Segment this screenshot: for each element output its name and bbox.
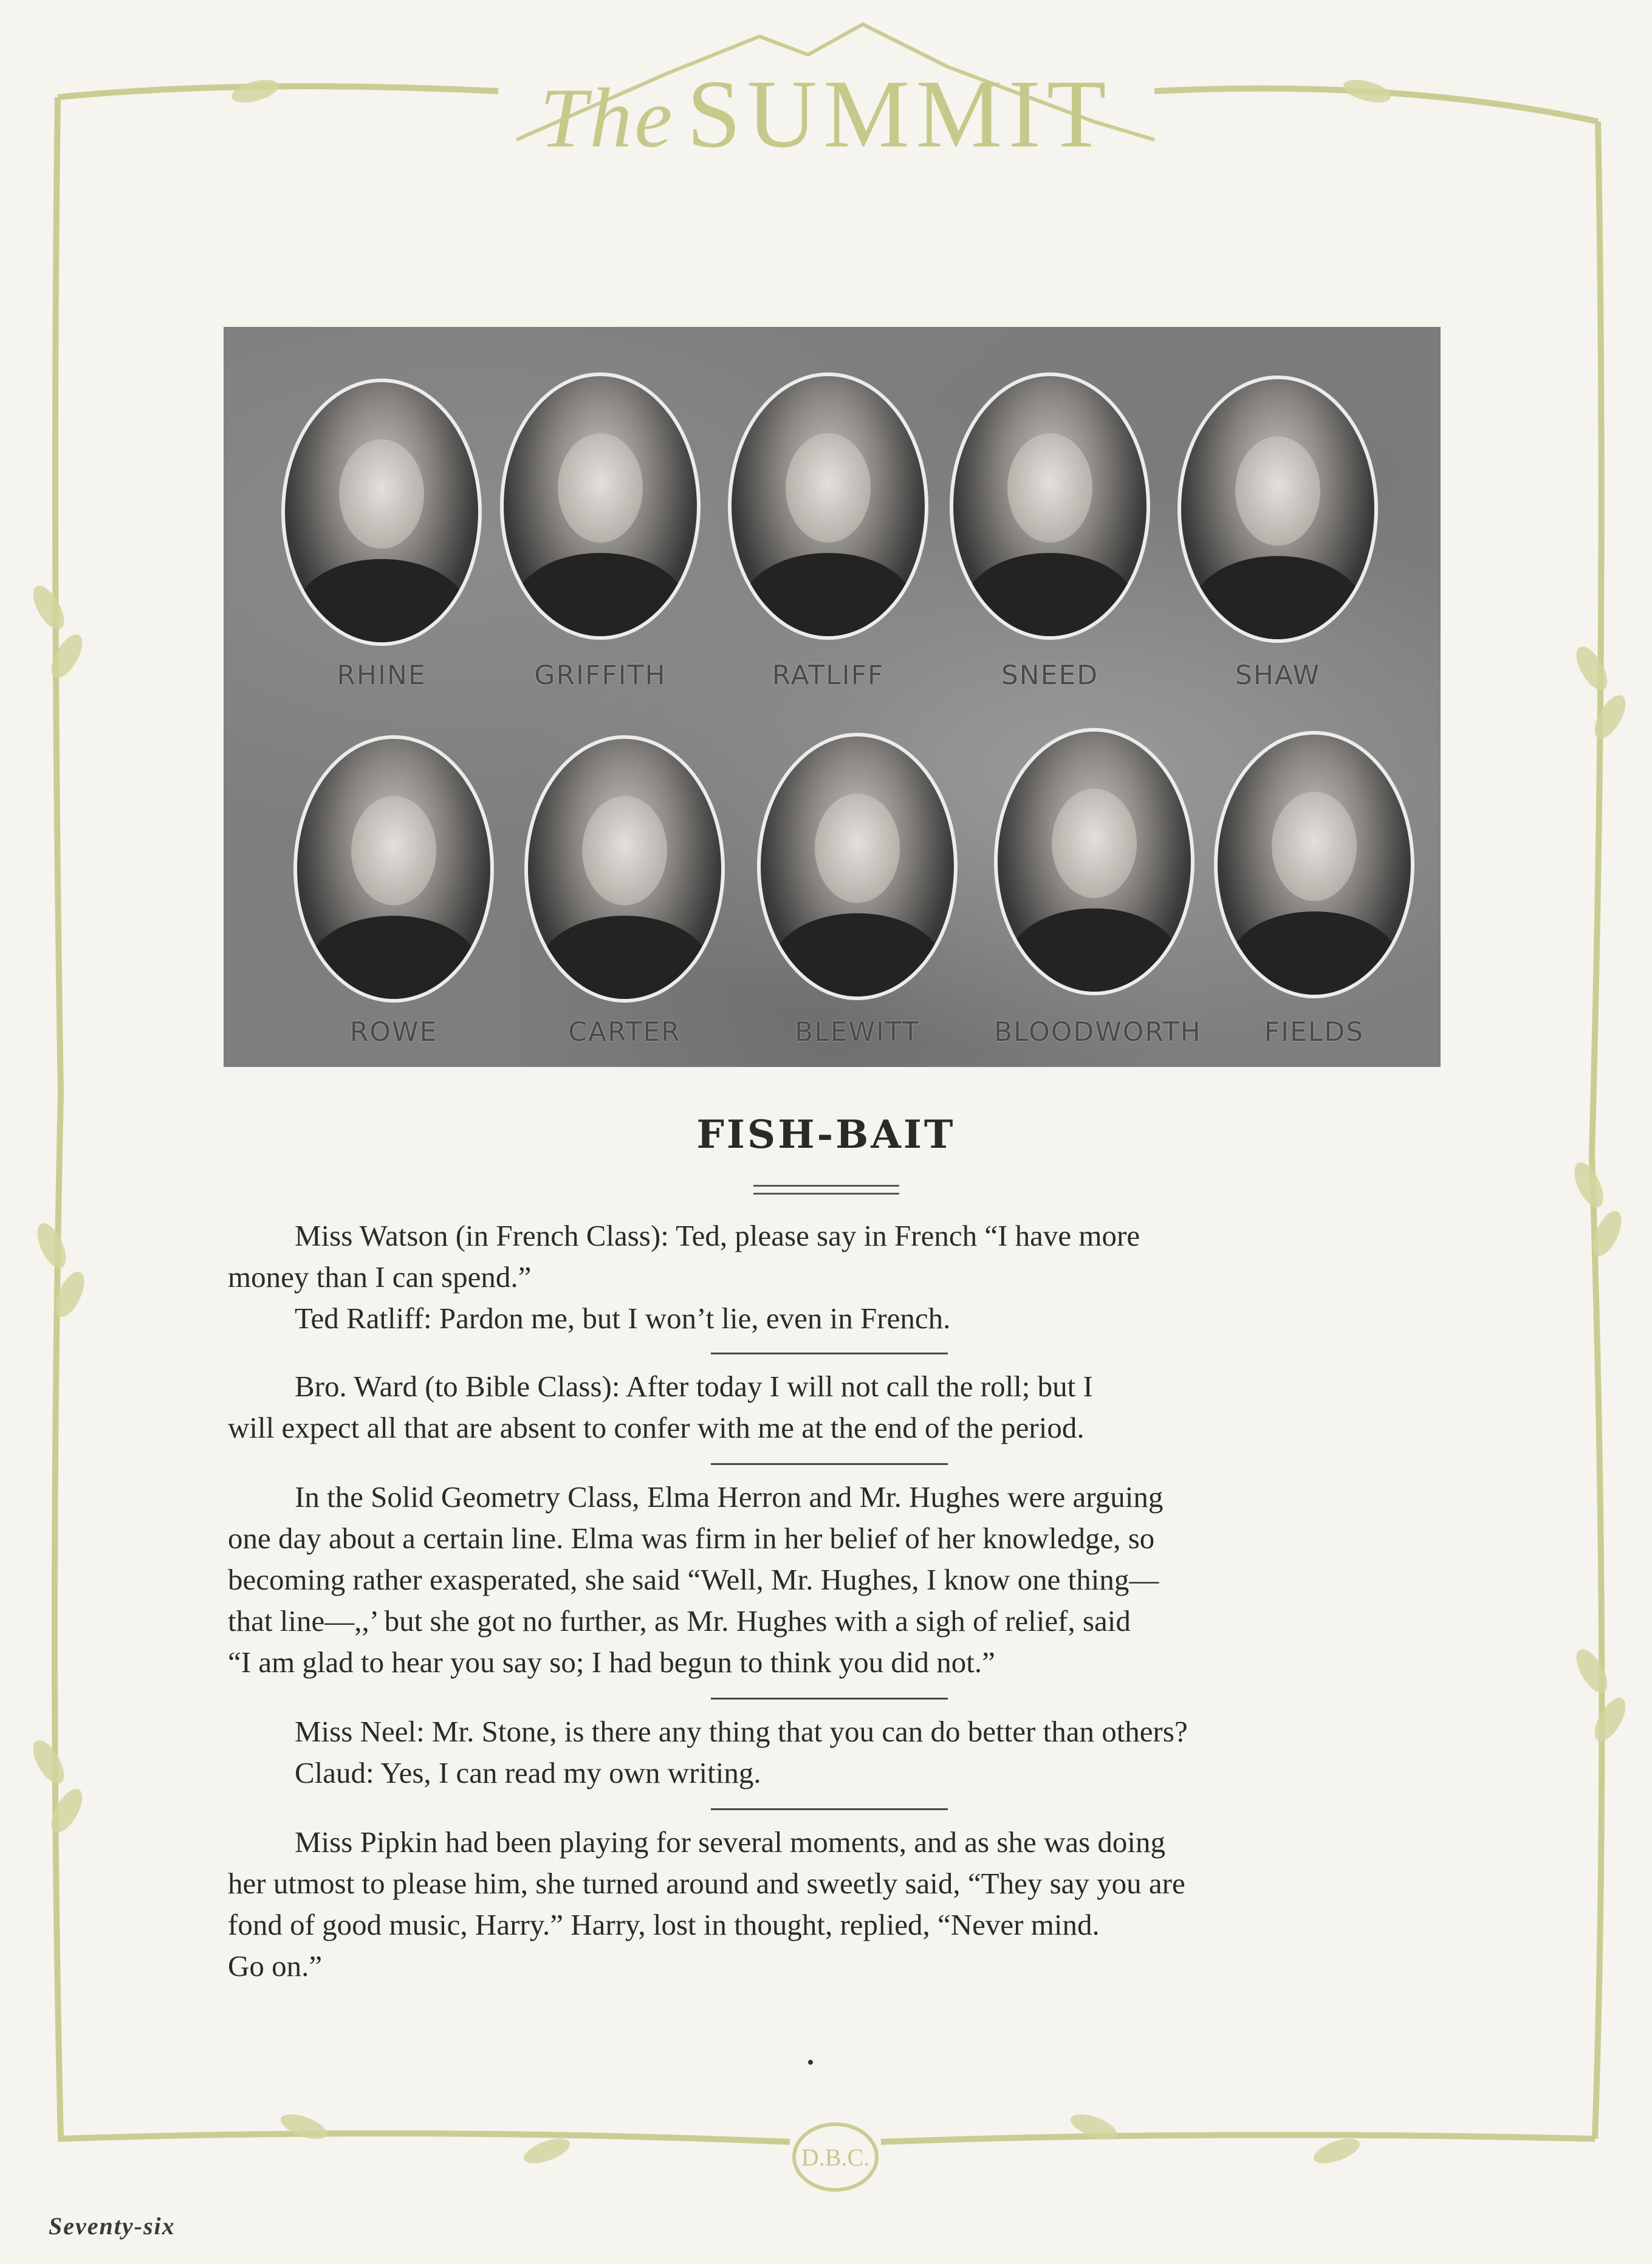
portrait-panel	[224, 327, 1441, 1067]
masthead-summit: SUMMIT	[687, 60, 1112, 168]
portrait-name: RATLIFF	[772, 660, 885, 691]
anecdote-paragraph	[228, 1822, 1437, 1987]
ink-dot	[808, 2060, 813, 2065]
portrait-name: BLEWITT	[795, 1017, 920, 1048]
portrait-name: SNEED	[1001, 660, 1099, 691]
portrait-photo	[500, 372, 701, 640]
portrait-photo	[728, 372, 928, 640]
portrait-name: FIELDS	[1264, 1017, 1365, 1048]
text-line: will expect all that are absent to confer with me at the end of the period.	[228, 1411, 1085, 1444]
text-line: fond of good music, Harry.” Harry, lost in thought, replied, “Never mind.	[228, 1908, 1100, 1941]
portrait-photo	[524, 735, 725, 1003]
separator-rule	[711, 1353, 948, 1354]
text-line: that line—,,’ but she got no further, as Mr. Hughes with a sigh of relief, said	[228, 1604, 1131, 1638]
portrait-photo	[281, 379, 482, 646]
text-line: Miss Neel: Mr. Stone, is there any thing that you can do better than others?	[295, 1715, 1188, 1748]
anecdote-paragraph	[228, 1366, 1437, 1449]
portrait-name: RHINE	[337, 660, 427, 691]
article-title: FISH-BAIT	[696, 1112, 956, 1158]
emblem-text: D.B.C.	[801, 2144, 870, 2171]
portrait-name: ROWE	[349, 1017, 438, 1048]
page-number: Seventy-six	[49, 2212, 176, 2240]
title-double-rule	[753, 1185, 899, 1195]
portrait-photo	[1214, 731, 1414, 998]
text-line: money than I can spend.”	[228, 1260, 532, 1294]
text-line: Bro. Ward (to Bible Class): After today I will not call the roll; but I	[295, 1370, 1093, 1403]
separator-rule	[711, 1808, 948, 1810]
separator-rule	[711, 1463, 948, 1465]
masthead-the: The	[540, 71, 675, 165]
portrait-name: CARTER	[568, 1017, 681, 1048]
portrait-name: BLOODWORTH	[994, 1017, 1202, 1048]
portrait-photo	[293, 735, 494, 1003]
anecdote-paragraph	[228, 1215, 1437, 1339]
separator-rule	[711, 1698, 948, 1700]
text-line: Claud: Yes, I can read my own writing.	[295, 1756, 761, 1789]
masthead-title	[0, 58, 1652, 170]
portrait-name: GRIFFITH	[534, 660, 667, 691]
dbc-emblem	[790, 2121, 881, 2194]
text-line: becoming rather exasperated, she said “Well, Mr. Hughes, I know one thing—	[228, 1563, 1159, 1596]
text-line: “I am glad to hear you say so; I had begun to think you did not.”	[228, 1645, 995, 1679]
portrait-photo	[1177, 376, 1378, 643]
portrait-photo	[950, 372, 1150, 640]
portrait-name: SHAW	[1235, 660, 1321, 691]
text-line: her utmost to please him, she turned around and sweetly said, “They say you are	[228, 1867, 1185, 1900]
text-line: Ted Ratliff: Pardon me, but I won’t lie, even in French.	[295, 1302, 951, 1335]
text-line: In the Solid Geometry Class, Elma Herron and Mr. Hughes were arguing	[295, 1480, 1164, 1514]
text-line: Go on.”	[228, 1949, 323, 1983]
text-line: Miss Pipkin had been playing for several moments, and as she was doing	[295, 1825, 1166, 1859]
text-line: one day about a certain line. Elma was firm in her belief of her knowledge, so	[228, 1521, 1155, 1555]
anecdote-paragraph	[228, 1711, 1437, 1794]
portrait-photo	[757, 733, 958, 1000]
portrait-photo	[994, 728, 1194, 995]
text-line: Miss Watson (in French Class): Ted, please say in French “I have more	[295, 1219, 1140, 1252]
anecdote-paragraph	[228, 1477, 1437, 1683]
